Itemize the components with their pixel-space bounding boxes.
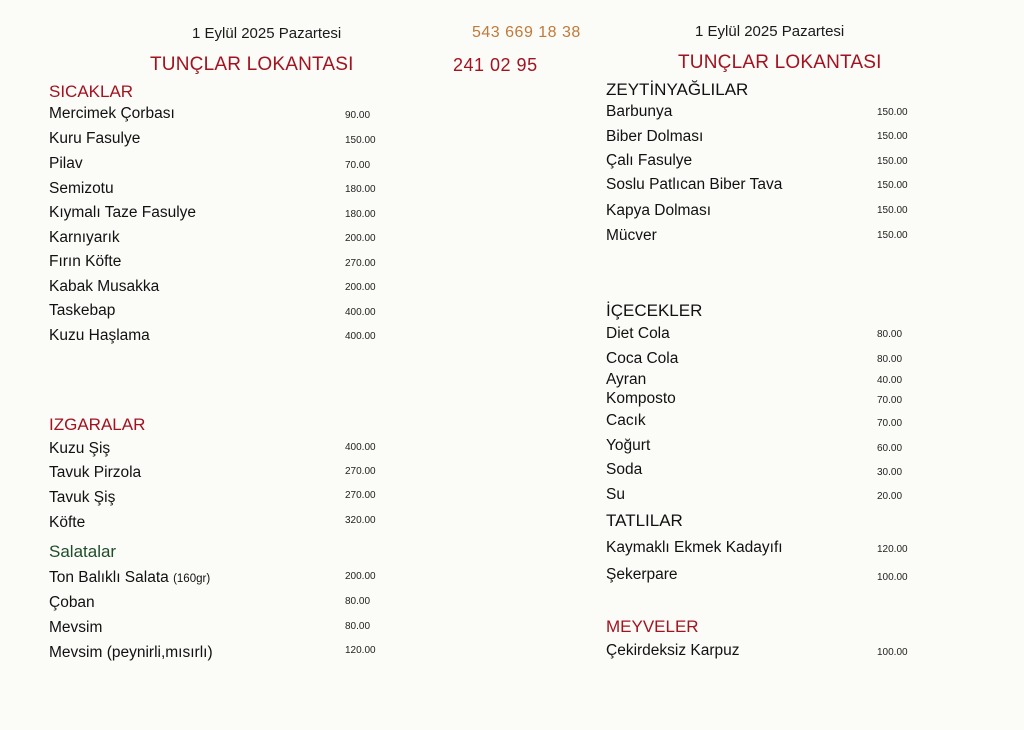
menu-item-price: 150.00 (877, 156, 908, 167)
menu-item-price: 320.00 (345, 515, 376, 526)
menu-item-price: 270.00 (345, 466, 376, 477)
menu-item-price: 90.00 (345, 110, 371, 121)
menu-item: Diet Cola (606, 325, 670, 342)
menu-item: Karnıyarık (49, 229, 120, 246)
menu-item-price: 270.00 (345, 258, 376, 269)
right-date: 1 Eylül 2025 Pazartesi (695, 23, 845, 40)
menu-item: Biber Dolması (606, 128, 704, 145)
menu-item-price: 200.00 (345, 282, 376, 293)
menu-item-price: 150.00 (345, 135, 376, 146)
menu-item-price: 200.00 (345, 233, 376, 244)
menu-item-price: 70.00 (877, 395, 903, 406)
menu-item-price: 150.00 (877, 180, 908, 191)
menu-item: Kuzu Haşlama (49, 327, 150, 344)
menu-item-price: 100.00 (877, 647, 908, 658)
left-restaurant-title: TUNÇLAR LOKANTASI (150, 54, 354, 75)
menu-item-price: 80.00 (877, 329, 903, 340)
menu-item-price: 180.00 (345, 184, 376, 195)
menu-item: Tavuk Şiş (49, 489, 116, 506)
menu-item-price: 80.00 (345, 621, 371, 632)
right-restaurant-title: TUNÇLAR LOKANTASI (678, 52, 882, 73)
section-heading-zeytinyaglilar: ZEYTİNYAĞLILAR (606, 80, 749, 99)
section-heading-meyveler: MEYVELER (606, 617, 699, 636)
menu-item: Tavuk Pirzola (49, 464, 142, 481)
menu-item-price: 80.00 (345, 596, 371, 607)
menu-item-price: 150.00 (877, 205, 908, 216)
section-heading-salatalar: Salatalar (49, 542, 117, 561)
menu-item-price: 120.00 (877, 544, 908, 555)
menu-item-price: 180.00 (345, 209, 376, 220)
menu-item-price: 100.00 (877, 572, 908, 583)
menu-item-price: 120.00 (345, 645, 376, 656)
menu-item-note: (160gr) (173, 573, 211, 585)
phone-landline: 241 02 95 (453, 55, 538, 75)
menu-item-price: 80.00 (877, 354, 903, 365)
menu-item: Komposto (606, 390, 676, 407)
menu-item: Taskebap (49, 302, 116, 319)
menu-item: Coca Cola (606, 350, 679, 367)
menu-item: Mercimek Çorbası (49, 105, 175, 122)
menu-item: Kapya Dolması (606, 202, 712, 219)
menu-item: Kıymalı Taze Fasulye (49, 204, 197, 221)
menu-item-price: 70.00 (877, 418, 903, 429)
menu-item: Mevsim (peynirli,mısırlı) (49, 644, 213, 661)
menu-item (49, 569, 210, 587)
menu-item: Şekerpare (606, 566, 678, 583)
menu-item: Köfte (49, 514, 86, 531)
menu-item: Kabak Musakka (49, 278, 160, 295)
menu-item: Fırın Köfte (49, 253, 122, 270)
menu-item: Mevsim (49, 619, 103, 636)
menu-item-price: 60.00 (877, 443, 903, 454)
menu-item: Kuzu Şiş (49, 440, 111, 457)
menu-item: Mücver (606, 227, 657, 244)
menu-item: Cacık (606, 412, 646, 429)
menu-item: Soda (606, 461, 643, 478)
menu-item-price: 20.00 (877, 491, 903, 502)
menu-item-price: 150.00 (877, 230, 908, 241)
menu-item-price: 400.00 (345, 307, 376, 318)
section-heading-icecekler: İÇECEKLER (606, 301, 703, 320)
menu-item-price: 400.00 (345, 331, 376, 342)
menu-item-price: 30.00 (877, 467, 903, 478)
section-heading-tatlilar: TATLILAR (606, 511, 683, 530)
menu-item-name: Ton Balıklı Salata (49, 569, 169, 586)
menu-item-price: 150.00 (877, 131, 908, 142)
menu-item-price: 270.00 (345, 490, 376, 501)
menu-item: Su (606, 486, 625, 503)
section-heading-sicaklar: SICAKLAR (49, 82, 134, 101)
left-date: 1 Eylül 2025 Pazartesi (192, 25, 342, 42)
menu-item: Pilav (49, 155, 83, 172)
menu-item: Kuru Fasulye (49, 130, 141, 147)
menu-item: Semizotu (49, 180, 114, 197)
menu-item: Ayran (606, 371, 647, 388)
menu-item: Yoğurt (606, 437, 651, 454)
phone-mobile: 543 669 18 38 (472, 24, 581, 41)
menu-item-price: 200.00 (345, 571, 376, 582)
menu-item: Soslu Patlıcan Biber Tava (606, 176, 783, 193)
menu-item-price: 40.00 (877, 375, 903, 386)
section-heading-izgaralar: IZGARALAR (49, 415, 146, 434)
menu-item: Kaymaklı Ekmek Kadayıfı (606, 539, 783, 556)
menu-item-price: 150.00 (877, 107, 908, 118)
menu-item: Çoban (49, 594, 95, 611)
menu-item-price: 400.00 (345, 442, 376, 453)
menu-item-price: 70.00 (345, 160, 371, 171)
menu-item: Çekirdeksiz Karpuz (606, 642, 740, 659)
menu-item: Çalı Fasulye (606, 152, 693, 169)
menu-item: Barbunya (606, 103, 673, 120)
